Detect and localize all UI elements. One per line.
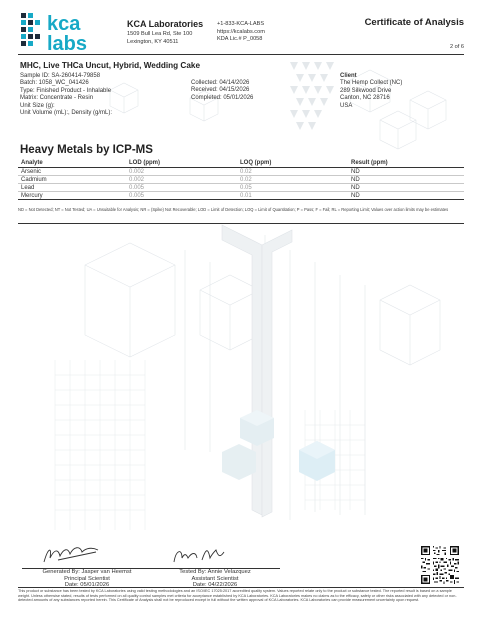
signature-annie-velazquez (170, 544, 230, 566)
qr-code[interactable] (421, 546, 459, 584)
client-name: The Hemp Collect (NC) (340, 80, 403, 87)
lab-contact (217, 21, 265, 44)
footer-divider (18, 587, 464, 588)
lab-license: KDA Lic.# P_0058 (217, 36, 263, 42)
generated-by-name: Generated By: Jasper van Heemst (42, 569, 132, 575)
analyte-name: Mercury (21, 193, 43, 199)
sample-type: Type: Finished Product - Inhalable (20, 87, 112, 94)
analyte-lod: 0.002 (129, 177, 145, 183)
table-header-row (18, 159, 464, 168)
tested-by-date: Date: 04/22/2026 (192, 582, 238, 588)
table-row (18, 184, 464, 192)
document-title: Certificate of Analysis (364, 17, 464, 28)
sample-unit-size: Unit Size (g): (20, 102, 55, 109)
analyte-name: Arsenic (21, 169, 42, 175)
page-number: 2 of 6 (450, 44, 464, 50)
signature-jasper-van-heemst (40, 542, 105, 566)
analyte-name: Cadmium (21, 177, 47, 183)
generated-by-role: Principal Scientist (64, 575, 110, 582)
sample-matrix: Matrix: Concentrate - Resin (20, 95, 94, 102)
date-received: Received: 04/15/2026 (191, 87, 250, 94)
column-header-lod: LOD (ppm) (129, 160, 160, 166)
legal-disclaimer: This product or substance has been tested by KCA Laboratories using valid testing methodologies and an ISO/IEC 17025:2017 accredited quality system. Values reported relate only to the product or substance tested. The reported result is based on a sample weight. Unless otherwise stated, results of tests performed on all quality control samples met criteria for acceptance established by KCA Laboratories. KCA Laboratories makes no claims as to the efficacy, safety or other risks associated with any detected or non-detected amounts of any substances reported herein. This Certificate of Analysis shall not be reproduced except in full without the written approval of KCA Laboratories. KCA Laboratories can provide measurement uncertainty upon request. (18, 589, 457, 603)
analyte-loq: 0.02 (240, 169, 252, 175)
tested-by-block (135, 569, 295, 589)
column-header-analyte: Analyte (21, 160, 43, 166)
client-label: Client (340, 73, 357, 79)
tested-by-role: Assistant Scientist (191, 575, 239, 582)
sample-details (20, 73, 112, 117)
section-title-heavy-metals: Heavy Metals by ICP-MS (20, 144, 153, 156)
client-info (340, 73, 402, 110)
analyte-lod: 0.005 (129, 193, 145, 199)
analyte-result: ND (351, 185, 360, 191)
heavy-metals-table (18, 159, 464, 200)
analyte-loq: 0.05 (240, 185, 252, 191)
sample-id: Sample ID: SA-260414-79858 (20, 73, 101, 79)
lab-info (127, 19, 203, 46)
legend-divider (18, 223, 464, 224)
generated-by-date: Date: 05/01/2026 (64, 582, 110, 588)
kca-labs-logo (20, 11, 115, 53)
logo-bottom-text: labs (47, 33, 88, 53)
logo-top-text: kca (47, 13, 81, 35)
table-row (18, 168, 464, 176)
lab-address-line1: 1509 Bull Lea Rd, Ste 100 (127, 31, 193, 37)
analyte-result: ND (351, 169, 360, 175)
date-collected: Collected: 04/14/2026 (191, 80, 250, 86)
abbreviation-legend: ND = Not Detected; NT = Not Tested; UA = Unsuitable for Analysis; NR = (Spike) Not Recoverable; LOD = Limit of Detection; LOQ = Limit of Quantitation; P = Pass; F = Fail; RL = Reporting Limit; Values over action limits may be estimates (18, 207, 449, 212)
column-header-loq: LOQ (ppm) (240, 160, 272, 166)
tested-by-name: Tested By: Annie Velazquez (179, 569, 251, 575)
sample-unit-volume: Unit Volume (mL):, Density (g/mL): (20, 110, 113, 117)
client-street: 289 Silkwood Drive (340, 87, 392, 94)
client-country: USA (340, 102, 353, 109)
lab-name: KCA Laboratories (127, 19, 204, 29)
header-divider (18, 54, 464, 55)
analyte-loq: 0.02 (240, 177, 252, 183)
lab-address-line2: Lexington, KY 40511 (127, 38, 179, 45)
lab-website[interactable]: https://kcalabs.com (217, 28, 265, 35)
sample-batch: Batch: 1058_WC_041426 (20, 80, 89, 87)
lab-phone: +1-833-KCA-LABS (217, 21, 265, 27)
client-city: Canton, NC 28716 (340, 95, 390, 102)
product-title: MHC, Live THCa Uncut, Hybrid, Wedding Cake (20, 61, 200, 70)
analyte-lod: 0.002 (129, 169, 145, 175)
analyte-name: Lead (21, 185, 35, 191)
table-row (18, 192, 464, 200)
analyte-result: ND (351, 177, 360, 183)
analyte-result: ND (351, 193, 360, 199)
date-completed: Completed: 05/01/2026 (191, 94, 254, 101)
analyte-lod: 0.005 (129, 185, 145, 191)
column-header-result: Result (ppm) (351, 160, 388, 166)
analyte-loq: 0.01 (240, 193, 252, 199)
table-row (18, 176, 464, 184)
sample-dates (191, 80, 253, 102)
